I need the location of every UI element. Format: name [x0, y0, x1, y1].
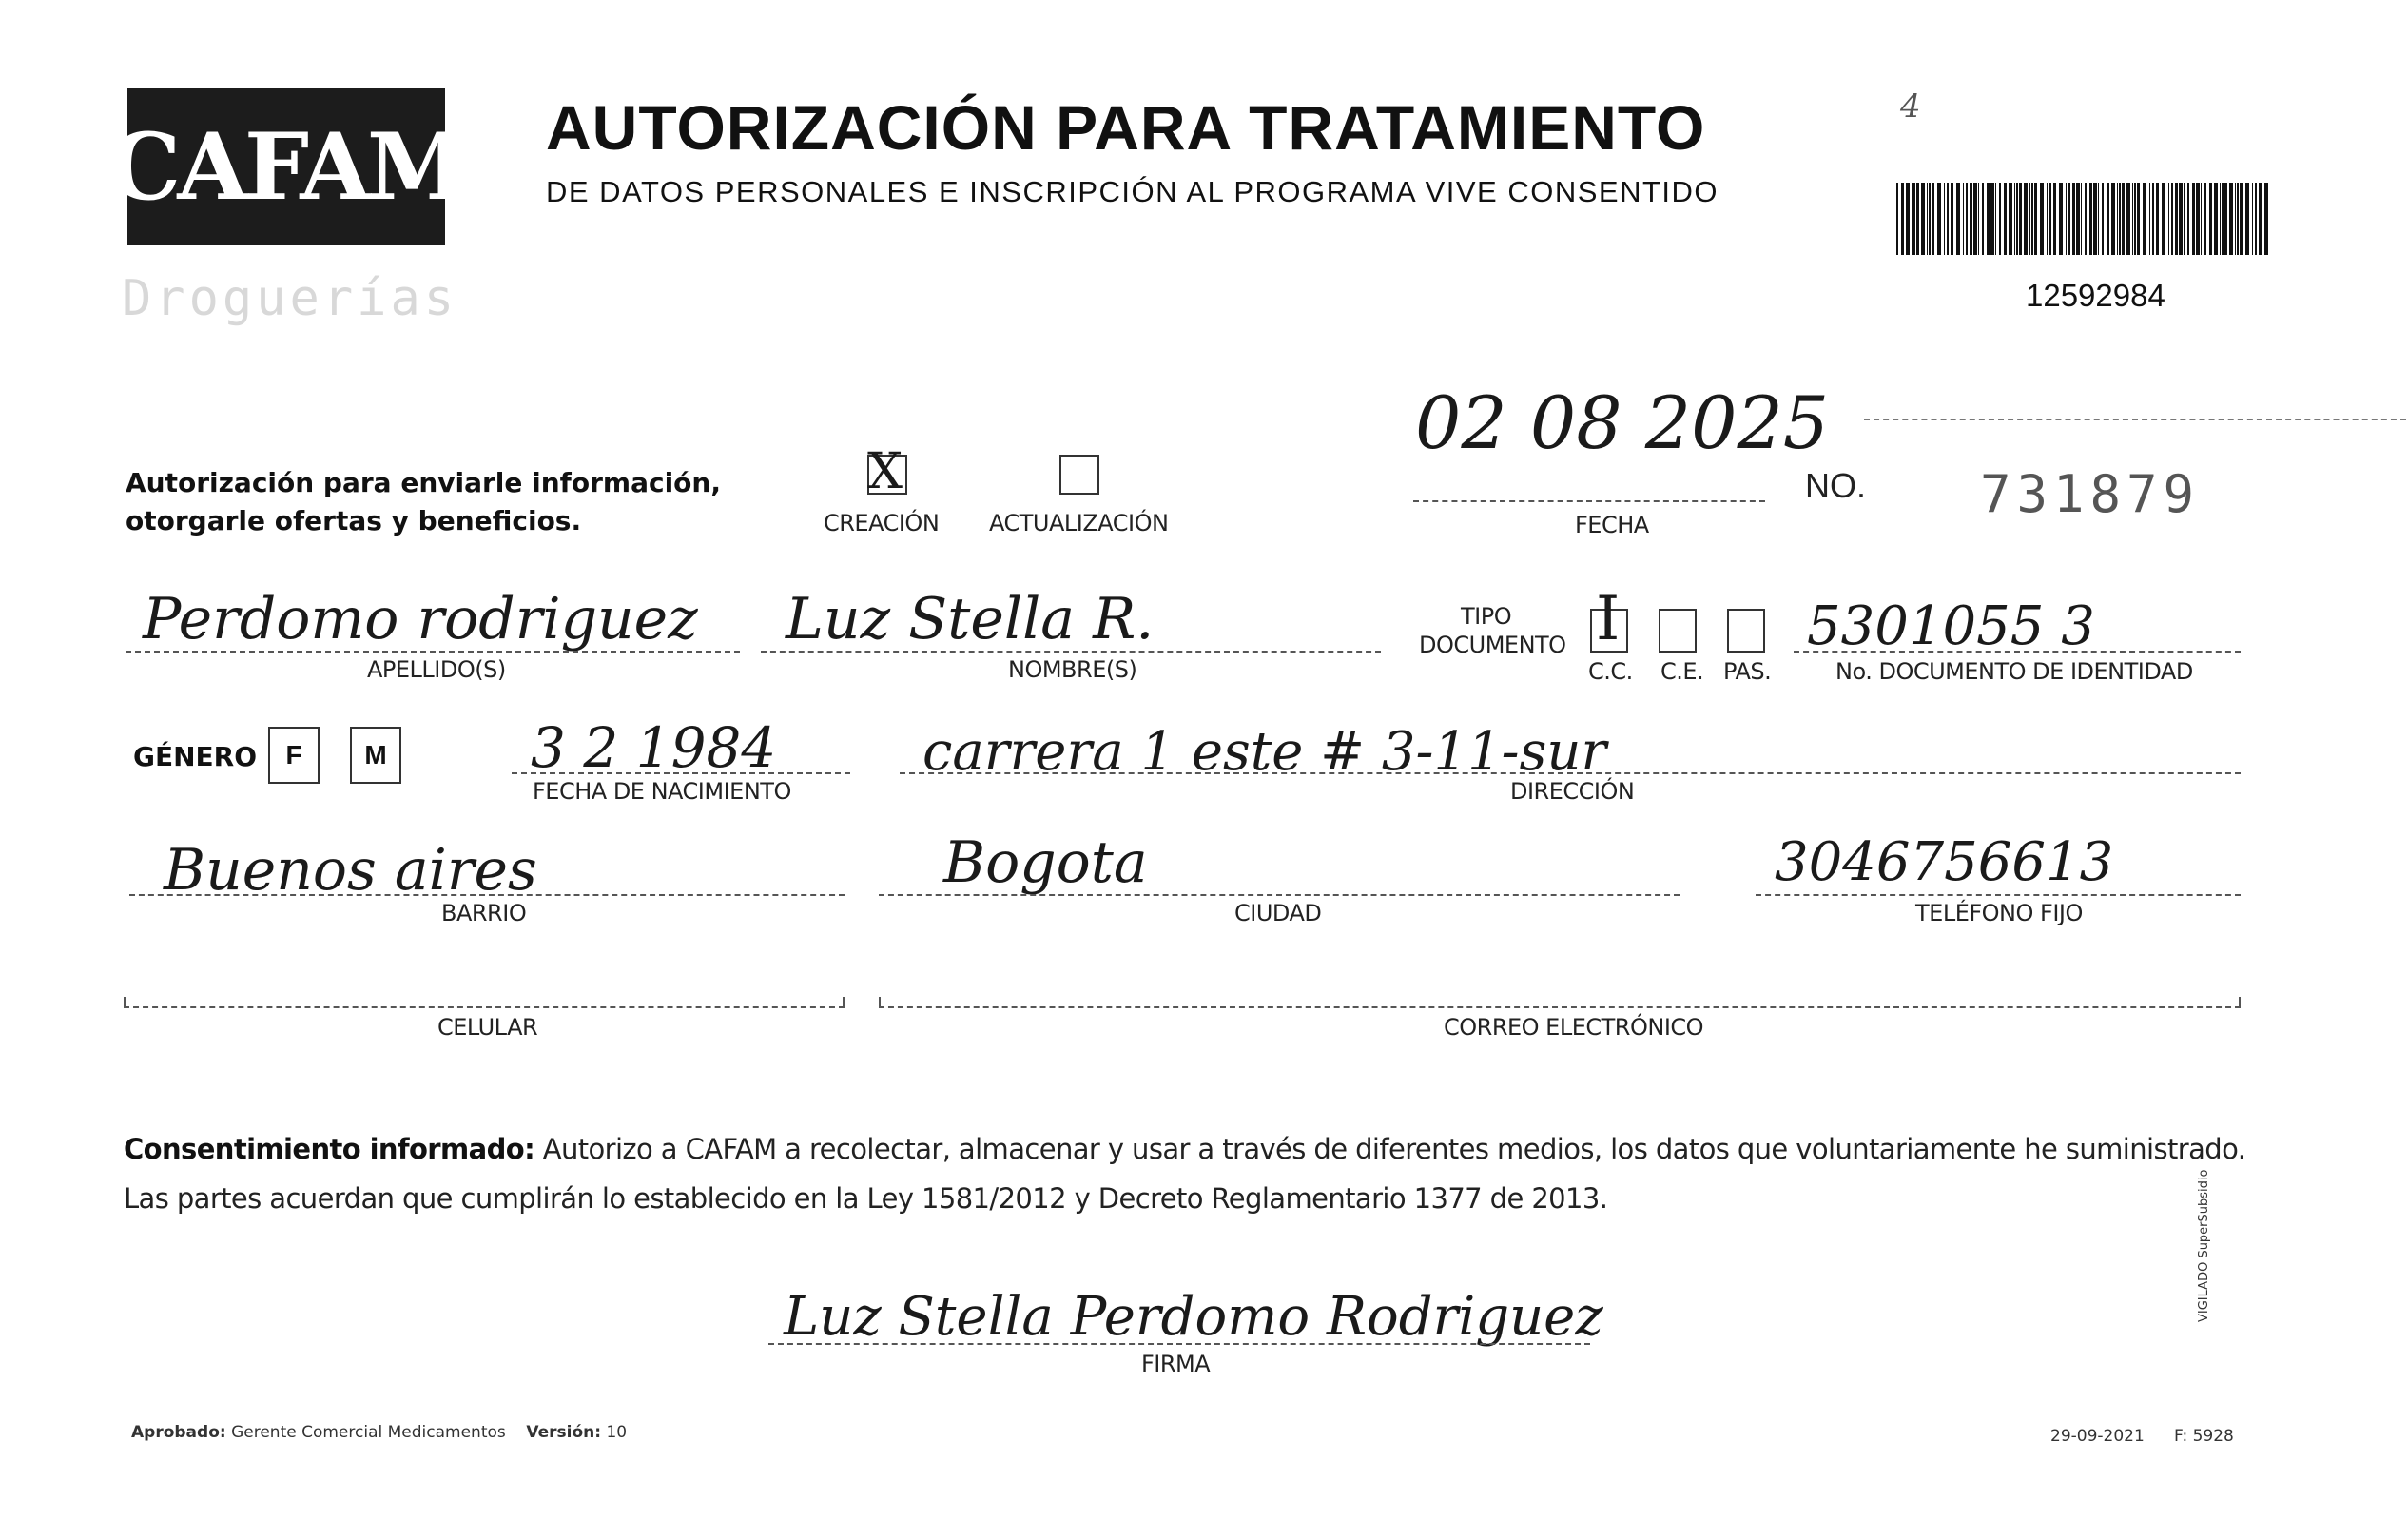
creacion-checkbox[interactable] [867, 443, 907, 500]
footer-date: 29-09-2021 [2050, 1427, 2145, 1446]
barcode-bar [2245, 183, 2249, 255]
barcode-bar [2143, 183, 2146, 255]
correo-label: CORREO ELECTRÓNICO [1444, 1014, 1704, 1041]
barrio-value: Buenos aires [164, 837, 537, 904]
barcode-bar [1944, 183, 1945, 255]
nacimiento-label: FECHA DE NACIMIENTO [533, 778, 791, 805]
footer-vertical-text: VIGILADO SuperSubsidio [2197, 1169, 2211, 1322]
barcode-bar [1956, 183, 1960, 255]
no-value: 731879 [1980, 464, 2201, 524]
barcode-bar [1896, 183, 1898, 255]
genero-m-label: M [364, 740, 387, 770]
logo-subtext: Droguerías [122, 270, 458, 327]
aprobado-label: Aprobado: [131, 1423, 226, 1442]
celular-line-tick-left [124, 997, 126, 1006]
version-value: 10 [606, 1423, 628, 1442]
barcode-bar [1982, 183, 1984, 255]
barcode-bar [1966, 183, 1968, 255]
barcode-number: 12592984 [2026, 278, 2165, 313]
telefono-line [1756, 894, 2241, 896]
barcode-bar [2192, 183, 2195, 255]
genero-m-checkbox[interactable] [350, 727, 401, 784]
barcode-bar [2255, 183, 2257, 255]
footer-form-code: F: 5928 [2174, 1427, 2234, 1446]
barcode-bar [2171, 183, 2173, 255]
barcode-bar [2156, 183, 2159, 255]
barcode-bar [2031, 183, 2033, 255]
barcode-bar [2132, 183, 2133, 255]
nombres-line [761, 651, 1381, 653]
barcode-bar [2220, 183, 2221, 255]
creacion-check-mark: X [867, 443, 903, 500]
footer-approval [131, 1423, 627, 1442]
barcode-bar [1932, 183, 1934, 255]
barcode-bar [2024, 183, 2028, 255]
barcode-bar [2152, 183, 2154, 255]
barcode-bar [2111, 183, 2115, 255]
ciudad-label: CIUDAD [1234, 900, 1322, 926]
nacimiento-value: 3 2 1984 [531, 715, 777, 780]
barcode-bar [2047, 183, 2048, 255]
genero-f-checkbox[interactable] [268, 727, 320, 784]
tear-line [1864, 419, 2406, 420]
barcode-bar [2187, 183, 2189, 255]
barcode-bar [2179, 183, 2183, 255]
barrio-label: BARRIO [441, 900, 527, 926]
barcode-bar [2085, 183, 2087, 255]
tipo-label-line1: TIPO [1461, 603, 1512, 630]
barcode-bar [2222, 183, 2224, 255]
barcode-bar [2240, 183, 2243, 255]
page-subtitle: DE DATOS PERSONALES E INSCRIPCIÓN AL PROGRAMA VIVE CONSENTIDO [546, 175, 1719, 208]
barcode-bar [2029, 183, 2030, 255]
documento-value: 5301055 3 [1807, 595, 2095, 657]
barcode-bar [1901, 183, 1904, 255]
barrio-line [129, 894, 845, 896]
corner-mark: 4 [1900, 88, 1921, 126]
authorization-line1: Autorización para enviarle información, [126, 467, 721, 498]
creacion-label: CREACIÓN [824, 510, 940, 536]
barcode-bar [2168, 183, 2169, 255]
barcode [1893, 183, 2273, 255]
no-label: NO. [1805, 466, 1867, 505]
barcode-bar [2201, 183, 2202, 255]
barcode-bar [1929, 183, 1931, 255]
barcode-bar [2107, 183, 2109, 255]
barcode-bar [2175, 183, 2178, 255]
barcode-bar [2259, 183, 2262, 255]
barcode-bar [2162, 183, 2165, 255]
cc-check-mark: I [1596, 584, 1621, 654]
genero-label: GÉNERO [133, 741, 258, 772]
barcode-bar [1916, 183, 1919, 255]
consent-paragraph [124, 1124, 2254, 1223]
page-title: AUTORIZACIÓN PARA TRATAMIENTO [546, 92, 1706, 163]
signature-value: Luz Stella Perdomo Rodriguez [784, 1286, 1603, 1348]
documento-line [1794, 651, 2241, 653]
barcode-bar [2209, 183, 2212, 255]
documento-label: No. DOCUMENTO DE IDENTIDAD [1835, 658, 2193, 685]
correo-line[interactable] [879, 1006, 2241, 1008]
barcode-bar [2016, 183, 2018, 255]
fecha-value: 02 08 2025 [1415, 380, 1830, 465]
consent-text-line2: Las partes acuerdan que cumplirán lo establecido en la Ley 1581/2012 y Decreto Reglamentario 1377 de 2013. [124, 1182, 1608, 1215]
barcode-bar [2119, 183, 2121, 255]
barcode-bar [2102, 183, 2104, 255]
barcode-bar [1990, 183, 1994, 255]
barcode-bar [2117, 183, 2118, 255]
apellidos-value: Perdomo rodriguez [143, 586, 698, 653]
barcode-bar [2040, 183, 2044, 255]
barcode-bar [2204, 183, 2206, 255]
nombres-label: NOMBRE(S) [1008, 656, 1137, 683]
tipo-label-line2: DOCUMENTO [1419, 632, 1566, 658]
barcode-bar [1970, 183, 1972, 255]
correo-line-tick-left [879, 997, 881, 1006]
barcode-bar [1978, 183, 1979, 255]
barcode-bar [1937, 183, 1941, 255]
barcode-bar [1963, 183, 1964, 255]
signature-line [768, 1343, 1590, 1345]
barcode-bar [2214, 183, 2218, 255]
direccion-label: DIRECCIÓN [1510, 778, 1635, 805]
barcode-bar [2053, 183, 2056, 255]
fecha-line [1413, 500, 1765, 502]
barcode-bar [1995, 183, 1996, 255]
ciudad-value: Bogota [943, 829, 1148, 896]
direccion-value: carrera 1 este # 3-11-sur [922, 721, 1607, 783]
barcode-bar [2149, 183, 2150, 255]
telefono-label: TELÉFONO FIJO [1915, 900, 2083, 926]
barcode-bar [2019, 183, 2022, 255]
barcode-bar [1921, 183, 1925, 255]
barcode-bar [2264, 183, 2268, 255]
cc-checkbox[interactable] [1590, 584, 1628, 654]
actualizacion-checkbox[interactable] [1059, 455, 1099, 495]
barcode-bar [1912, 183, 1913, 255]
pas-checkbox[interactable] [1727, 609, 1765, 653]
barcode-bar [2237, 183, 2239, 255]
barcode-bar [1973, 183, 1977, 255]
barcode-bar [2049, 183, 2051, 255]
ce-checkbox[interactable] [1659, 609, 1697, 653]
consent-line1 [124, 1124, 2254, 1174]
barcode-bar [2122, 183, 2125, 255]
celular-label: CELULAR [437, 1014, 538, 1041]
direccion-line [900, 772, 2241, 774]
genero-f-label: F [285, 740, 302, 770]
barcode-bar [1913, 183, 1915, 255]
barcode-bar [2089, 183, 2092, 255]
apellidos-label: APELLIDO(S) [367, 656, 506, 683]
nombres-value: Luz Stella R. [786, 586, 1155, 653]
barcode-bar [2126, 183, 2130, 255]
barcode-bar [2098, 183, 2099, 255]
barcode-bar [2072, 183, 2075, 255]
barcode-bar [2093, 183, 2097, 255]
barcode-bar [2235, 183, 2236, 255]
cafam-logo [107, 88, 465, 245]
barcode-bar [2014, 183, 2015, 255]
barcode-bar [2137, 183, 2140, 255]
ce-label: C.E. [1660, 658, 1704, 685]
barcode-bar [2066, 183, 2067, 255]
barcode-bar [2068, 183, 2070, 255]
barcode-bar [2081, 183, 2082, 255]
barcode-bar [2184, 183, 2185, 255]
actualizacion-label: ACTUALIZACIÓN [989, 510, 1169, 536]
authorization-line2: otorgarle ofertas y beneficios. [126, 505, 582, 536]
barcode-bar [2252, 183, 2253, 255]
nacimiento-line [512, 772, 850, 774]
version-label: Versión: [526, 1423, 602, 1442]
celular-line[interactable] [124, 1006, 845, 1008]
apellidos-line [126, 651, 740, 653]
barcode-bar [1906, 183, 1910, 255]
consent-bold-lead: Consentimiento informado: [124, 1133, 535, 1165]
aprobado-value: Gerente Comercial Medicamentos [231, 1423, 506, 1442]
barcode-bar [2224, 183, 2227, 255]
barcode-bar [1927, 183, 1928, 255]
consent-text-line1: Autorizo a CAFAM a recolectar, almacenar y usar a través de diferentes medios, los datos que voluntariamente he suministrado. [534, 1133, 2246, 1165]
telefono-value: 3046756613 [1775, 831, 2114, 893]
barcode-bar [2134, 183, 2136, 255]
barcode-bar [1951, 183, 1953, 255]
signature-label: FIRMA [1141, 1351, 1211, 1377]
barcode-bar [2059, 183, 2063, 255]
barcode-bar [1999, 183, 2001, 255]
barcode-bar [2004, 183, 2007, 255]
barcode-bar [2229, 183, 2233, 255]
logo-text: CAFAM [107, 112, 465, 221]
celular-line-tick-right [843, 997, 845, 1006]
correo-line-tick-right [2239, 997, 2241, 1006]
barcode-bar [2076, 183, 2080, 255]
fecha-label: FECHA [1575, 512, 1649, 538]
barcode-bar [2196, 183, 2200, 255]
ciudad-line [879, 894, 1680, 896]
cc-label: C.C. [1588, 658, 1633, 685]
barcode-bar [1987, 183, 1990, 255]
pas-label: PAS. [1723, 658, 1772, 685]
barcode-bar [2009, 183, 2012, 255]
barcode-bar [1947, 183, 1949, 255]
barcode-bar [2034, 183, 2037, 255]
